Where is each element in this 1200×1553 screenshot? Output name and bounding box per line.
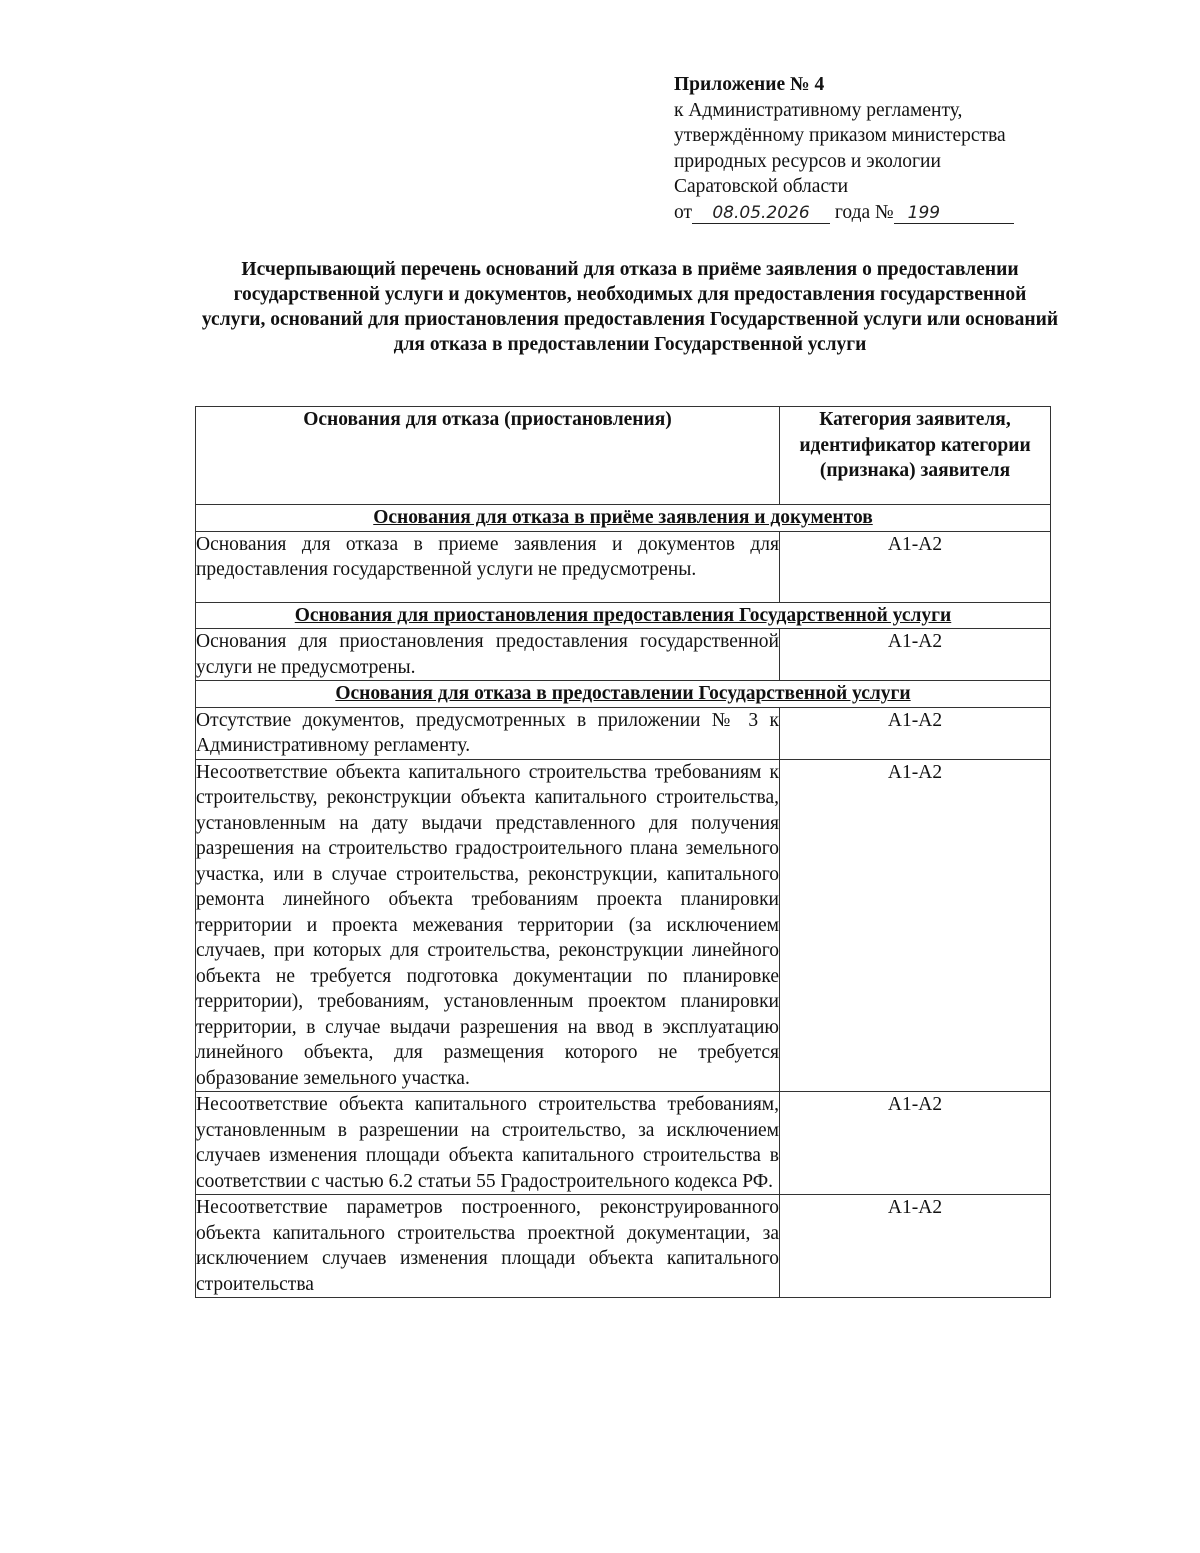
category-cell: А1-А2: [780, 629, 1051, 681]
reason-cell: Отсутствие документов, предусмотренных в приложении № 3 к Административному регламенту.: [196, 707, 780, 759]
reason-cell: Несоответствие объекта капитального строительства требованиям к строительству, реконструкции объекта капитального строительства, установленным на дату выдачи представленного для получения разрешения на строительство градостроительного плана земельного участка, или в случае строительства, реконструкции, капитального ремонта линейного объекта требованиям проекта планировки территории и проекта межевания территории (за исключением случаев, при которых для строительства, реконструкции линейного объекта не требуется подготовка документации по планировке территории), требованиям, установленным проектом планировки территории, в случае выдачи разрешения на ввод в эксплуатацию линейного объекта, для размещения которого не требуется образование земельного участка.: [196, 759, 780, 1092]
table-row: [196, 759, 1051, 1092]
appendix-line-1: к Административному регламенту,: [674, 99, 963, 121]
appendix-line-4: Саратовской области: [674, 176, 849, 197]
category-cell: А1-А2: [780, 1092, 1051, 1195]
section-title: Основания для приостановления предоставления Государственной услуги: [196, 602, 1051, 629]
document-title: Исчерпывающий перечень оснований для отказа в приёме заявления о предоставлении государственной услуги и документов, необходимых для предоставления государственной услуги, оснований для приостановления предоставления Государственной услуги или оснований для отказа в предоставлении Государственной услуги: [201, 259, 1059, 355]
category-cell: А1-А2: [780, 759, 1051, 1092]
table-row: [196, 707, 1051, 759]
appendix-line-3: природных ресурсов и экологии: [674, 150, 941, 172]
table-row: [196, 1195, 1051, 1298]
appendix-header: [674, 72, 1094, 225]
category-cell: А1-А2: [780, 531, 1051, 602]
table-header-row: [196, 407, 1051, 505]
date-prefix: от: [674, 201, 693, 223]
reason-cell: Несоответствие объекта капитального строительства требованиям, установленным в разрешении на строительство, за исключением случаев изменения площади объекта капитального строительства в соответствии с частью 6.2 статьи 55 Градостроительного кодекса РФ.: [196, 1092, 780, 1195]
header-category: Категория заявителя, идентификатор категории (признака) заявителя: [780, 407, 1051, 505]
grounds-table: [195, 406, 1051, 1298]
reason-cell: Основания для отказа в приеме заявления и документов для предоставления государственной услуги не предусмотрены.: [196, 531, 780, 602]
appendix-date-line: [674, 200, 1094, 226]
appendix-line-2: утверждённому приказом министерства: [674, 125, 1006, 146]
reason-cell: Основания для приостановления предоставления государственной услуги не предусмотрены.: [196, 629, 780, 681]
section-row: [196, 505, 1051, 532]
header-grounds: Основания для отказа (приостановления): [196, 407, 780, 505]
table-row: [196, 1092, 1051, 1195]
section-title: Основания для отказа в предоставлении Государственной услуги: [196, 681, 1051, 708]
category-cell: А1-А2: [780, 1195, 1051, 1298]
reason-cell: Несоответствие параметров построенного, реконструированного объекта капитального строительства проектной документации, за исключением случаев изменения площади объекта капитального строительства: [196, 1195, 780, 1298]
table-row: [196, 629, 1051, 681]
number-prefix: №: [875, 201, 894, 223]
year-word: года: [834, 201, 871, 223]
section-title: Основания для отказа в приёме заявления и документов: [196, 505, 1051, 532]
table-row: [196, 531, 1051, 602]
appendix-number: Приложение № 4: [674, 74, 825, 95]
section-row: [196, 602, 1051, 629]
handwritten-date: 08.05.2026: [692, 203, 830, 224]
section-row: [196, 681, 1051, 708]
category-cell: А1-А2: [780, 707, 1051, 759]
handwritten-number: 199: [894, 203, 1014, 224]
